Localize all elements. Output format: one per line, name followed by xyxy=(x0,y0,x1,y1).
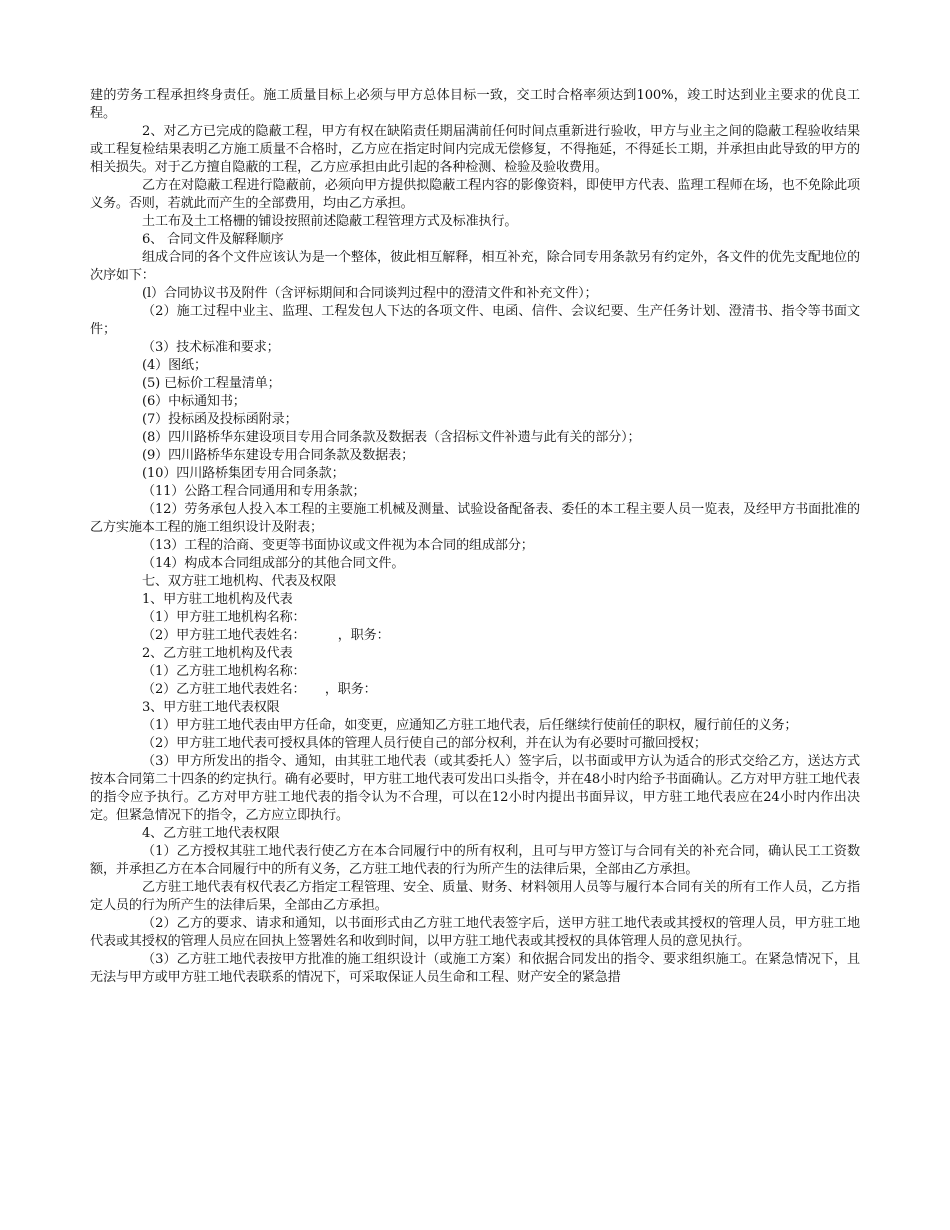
list-item: （3）甲方所发出的指令、通知，由其驻工地代表（或其委托人）签字后，以书面或甲方认为适合的形式交给乙方，送达方式按本合同第二十四条的约定执行。确有必要时，甲方驻工地代表可发出口头指令，并在48小时内给予书面确认。乙方对甲方驻工地代表的指令应予执行。乙方对甲方驻工地代表的指令认为不合理，可以在12小时内提出书面异议，甲方驻工地代表应在24小时内作出决定。但紧急情况下的指令，乙方应立即执行。 xyxy=(90,754,860,823)
list-item: （1）甲方驻工地机构名称： xyxy=(142,610,306,625)
list-item: （11）公路工程合同通用和专用条款； xyxy=(142,484,366,499)
list-item: （14）构成本合同组成部分的其他合同文件。 xyxy=(142,556,405,571)
list-item: （2）乙方的要求、请求和通知，以书面形式由乙方驻工地代表签字后，送甲方驻工地代表或其授权的管理人员，甲方驻工地代表或其授权的管理人员应在回执上签署姓名和收到时间，以甲方驻工地代表或其授权的具体管理人员的意见执行。 xyxy=(90,916,860,949)
list-item: (5) 已标价工程量清单； xyxy=(142,376,281,391)
section-heading: 七、双方驻工地机构、代表及权限 xyxy=(142,574,337,589)
list-item: （3）技术标准和要求； xyxy=(142,340,280,355)
paragraph: 乙方在对隐蔽工程进行隐蔽前，必须向甲方提供拟隐蔽工程内容的影像资料，即使甲方代表、监理工程师在场，也不免除此项义务。否则，若就此而产生的全部费用，均由乙方承担。 xyxy=(90,178,860,211)
list-item: （2）甲方驻工地代表姓名： ，职务： xyxy=(142,628,390,643)
subsection-heading: 2、乙方驻工地机构及代表 xyxy=(142,646,293,661)
list-item: （2）乙方驻工地代表姓名： ，职务： xyxy=(142,682,377,697)
list-item: （2）甲方驻工地代表可授权具体的管理人员行使自己的部分权利，并在认为有必要时可撤回授权； xyxy=(142,736,707,751)
list-item: （1）乙方授权其驻工地代表行使乙方在本合同履行中的所有权利，且可与甲方签订与合同有关的补充合同，确认民工工资数额，并承担乙方在本合同履行中的所有义务，乙方驻工地代表的行为所产生的法律后果，全部由乙方承担。 xyxy=(90,844,860,877)
paragraph: 组成合同的各个文件应该认为是一个整体，彼此相互解释，相互补充，除合同专用条款另有约定外，各文件的优先支配地位的次序如下： xyxy=(90,250,860,283)
list-item: (10）四川路桥集团专用合同条款； xyxy=(142,466,345,481)
list-item: (4）图纸； xyxy=(142,358,207,373)
subsection-heading: 3、甲方驻工地代表权限 xyxy=(142,700,280,715)
list-item: （13）工程的洽商、变更等书面协议或文件视为本合同的组成部分； xyxy=(142,538,534,553)
paragraph: 乙方驻工地代表有权代表乙方指定工程管理、安全、质量、财务、材料领用人员等与履行本合同有关的所有工作人员，乙方指定人员的行为所产生的法律后果，全部由乙方承担。 xyxy=(90,880,860,913)
subsection-heading: 4、乙方驻工地代表权限 xyxy=(142,826,280,841)
list-item: (8）四川路桥华东建设项目专用合同条款及数据表（含招标文件补遗与此有关的部分）； xyxy=(142,430,641,445)
document-body xyxy=(90,87,860,987)
paragraph: 建的劳务工程承担终身责任。施工质量目标上必须与甲方总体目标一致，交工时合格率须达到100%，竣工时达到业主要求的优良工程。 xyxy=(90,88,860,121)
list-item: (7）投标函及投标函附录； xyxy=(142,412,298,427)
list-item: （2）施工过程中业主、监理、工程发包人下达的各项文件、电函、信件、会议纪要、生产任务计划、澄清书、指令等书面文件； xyxy=(90,304,860,337)
section-heading: 6、 合同文件及解释顺序 xyxy=(142,232,284,247)
paragraph: 土工布及土工格栅的铺设按照前述隐蔽工程管理方式及标准执行。 xyxy=(142,214,518,229)
list-item: （1）甲方驻工地代表由甲方任命，如变更，应通知乙方驻工地代表，后任继续行使前任的职权，履行前任的义务； xyxy=(142,718,798,733)
list-item: (l）合同协议书及附件（含评标期间和合同谈判过程中的澄清文件和补充文件）； xyxy=(142,286,598,301)
paragraph: 2、对乙方已完成的隐蔽工程，甲方有权在缺陷责任期届满前任何时间点重新进行验收，甲方与业主之间的隐蔽工程验收结果或工程复检结果表明乙方施工质量不合格时，乙方应在指定时间内完成无偿修复，不得拖延，不得延长工期，并承担由此导致的甲方的相关损失。对于乙方擅自隐蔽的工程，乙方应承担由此引起的各种检测、检验及验收费用。 xyxy=(90,124,860,175)
list-item: （1）乙方驻工地机构名称： xyxy=(142,664,306,679)
list-item: （12）劳务承包人投入本工程的主要施工机械及测量、试验设备配备表、委任的本工程主要人员一览表，及经甲方书面批准的乙方实施本工程的施工组织设计及附表； xyxy=(90,502,860,535)
list-item: （3）乙方驻工地代表按甲方批准的施工组织设计（或施工方案）和依据合同发出的指令、要求组织施工。在紧急情况下，且无法与甲方或甲方驻工地代表联系的情况下，可采取保证人员生命和工程、财产安全的紧急措 xyxy=(90,952,860,985)
list-item: (6）中标通知书； xyxy=(142,394,246,409)
list-item: (9）四川路桥华东建设专用合同条款及数据表； xyxy=(142,448,415,463)
subsection-heading: 1、甲方驻工地机构及代表 xyxy=(142,592,293,607)
